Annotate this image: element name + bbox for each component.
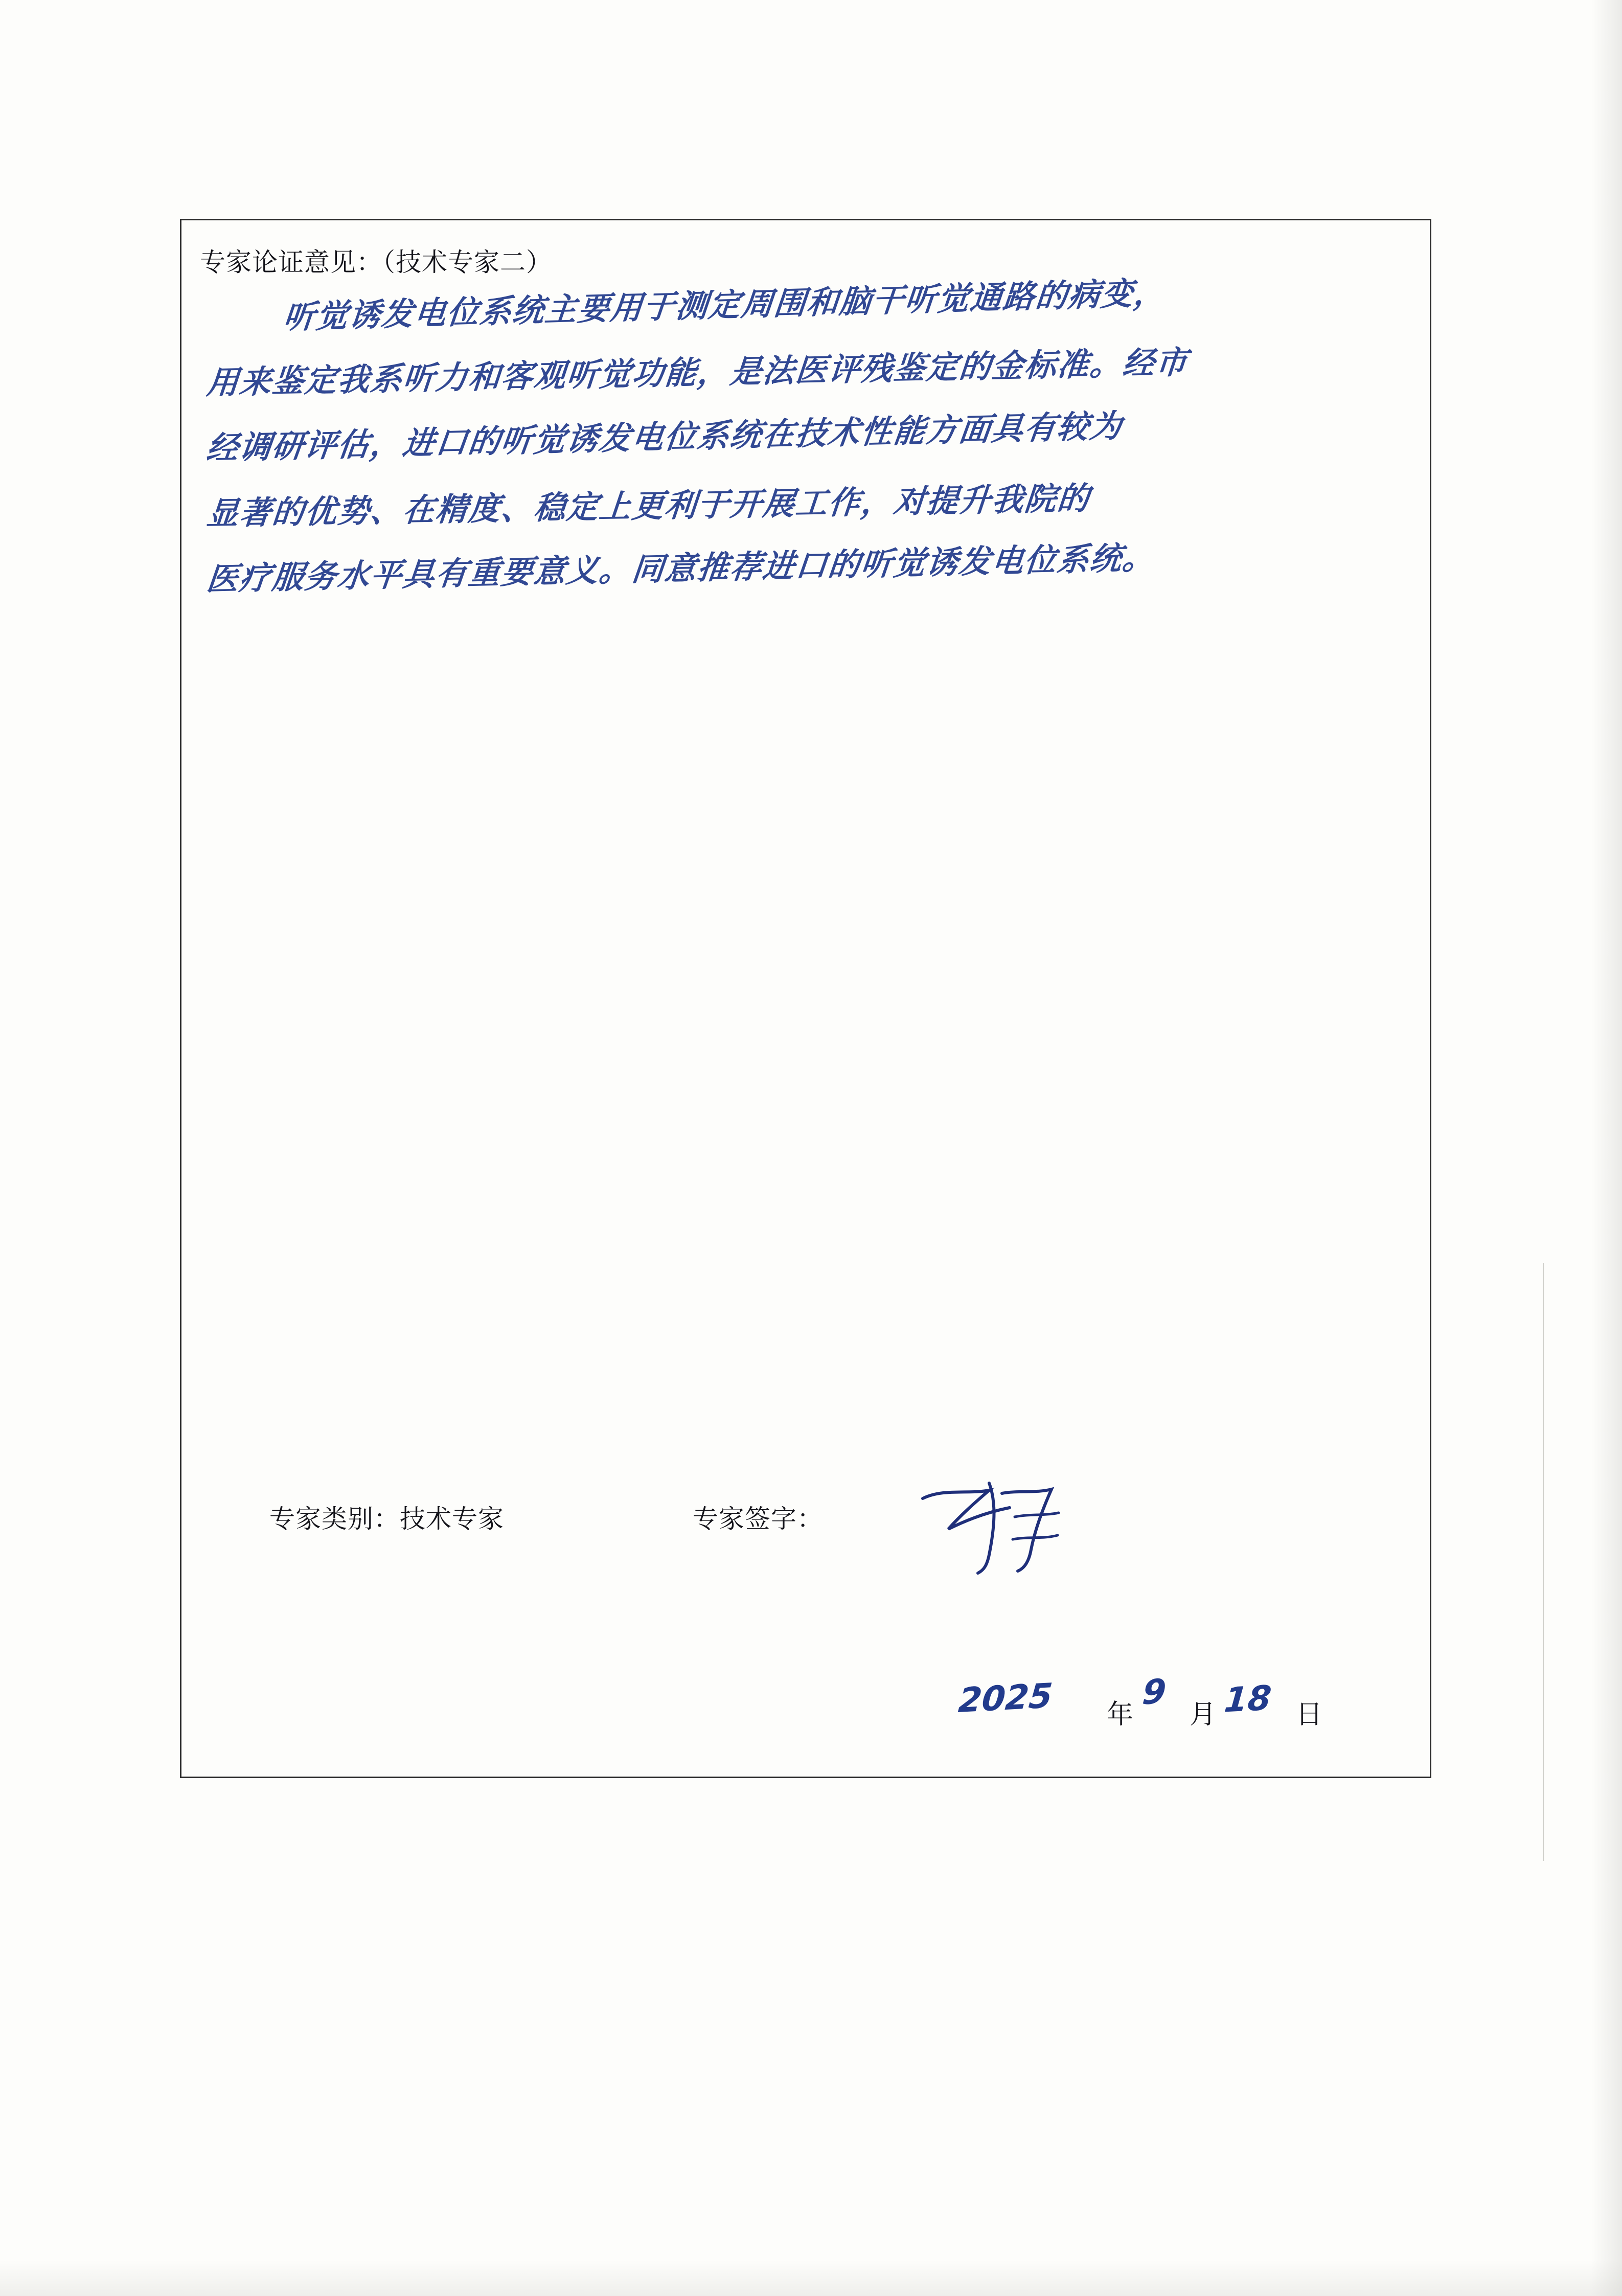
expert-type-label: 专家类别：技术专家 — [269, 1505, 504, 1533]
date-day-value: 18 — [1222, 1678, 1273, 1720]
opinion-title-label: 专家论证意见：（技术专家二） — [200, 248, 552, 277]
handwritten-line: 听觉诱发电位系统主要用于测定周围和脑干听觉通路的病变， — [282, 274, 1169, 336]
scan-shadow-right — [1591, 0, 1622, 2296]
scan-shadow-bottom — [0, 2260, 1622, 2296]
date-day-char: 日 — [1296, 1700, 1323, 1730]
handwritten-line: 经调研评估，进口的听觉诱发电位系统在技术性能方面具有较为 — [204, 407, 1125, 467]
date-line — [958, 1672, 1347, 1739]
date-year-char: 年 — [1107, 1700, 1134, 1730]
date-month-value: 9 — [1140, 1671, 1168, 1713]
date-month-char: 月 — [1190, 1700, 1217, 1730]
handwritten-line: 用来鉴定我系听力和客观听觉功能，是法医评残鉴定的金标准。经市 — [205, 343, 1190, 402]
handwritten-line: 显著的优势、在精度、稳定上更利于开展工作，对提升我院的 — [205, 479, 1092, 533]
date-year-value: 2025 — [956, 1675, 1054, 1721]
signature-mark — [912, 1468, 1086, 1580]
handwritten-opinion-text — [202, 274, 1408, 680]
expert-opinion-form — [180, 219, 1431, 1778]
handwritten-line: 医疗服务水平具有重要意义。同意推荐进口的听觉诱发电位系统。 — [204, 538, 1157, 598]
scan-artifact-line — [1543, 1263, 1544, 1861]
signature-label: 专家签字： — [693, 1505, 823, 1533]
